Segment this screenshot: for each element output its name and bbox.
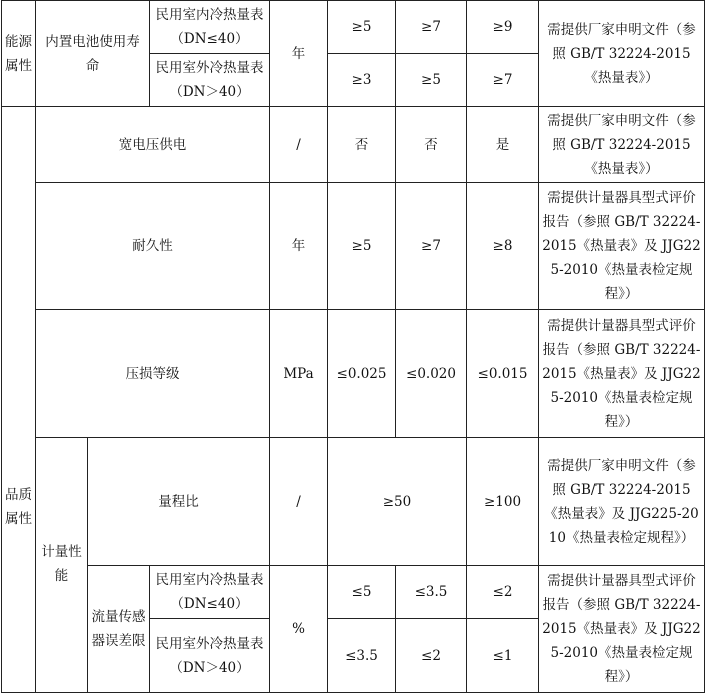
value-cell: ≤0.020 xyxy=(396,310,467,438)
value-cell: ≤3.5 xyxy=(328,619,396,693)
unit-cell: MPa xyxy=(270,310,328,438)
value-cell: ≤3.5 xyxy=(396,566,467,619)
metering-group: 计量性能 xyxy=(36,438,88,693)
value-cell: ≤0.015 xyxy=(467,310,539,438)
sub-outdoor: 民用室外冷热量表（DN＞40） xyxy=(150,619,270,693)
spec-table xyxy=(1,0,705,693)
value-cell: ≥100 xyxy=(467,438,539,566)
value-cell: ≥3 xyxy=(328,54,396,107)
unit-cell: / xyxy=(270,438,328,566)
value-cell: ≥5 xyxy=(396,54,467,107)
wide-voltage-item: 宽电压供电 xyxy=(36,107,270,183)
flow-error-item: 流量传感器误差限 xyxy=(88,566,150,693)
table-row xyxy=(2,438,705,566)
battery-life-item: 内置电池使用寿命 xyxy=(36,1,150,107)
value-cell: ≤2 xyxy=(467,566,539,619)
unit-cell: 年 xyxy=(270,183,328,310)
note-cell: 需提供计量器具型式评价报告（参照 GB/T 32224-2015《热量表》及 JJG225-2010《热量表检定规程》） xyxy=(539,310,705,438)
unit-cell: % xyxy=(270,566,328,693)
value-cell: ≤0.025 xyxy=(328,310,396,438)
unit-cell: 年 xyxy=(270,1,328,107)
durability-item: 耐久性 xyxy=(36,183,270,310)
value-cell-merged: ≥50 xyxy=(328,438,467,566)
value-cell: 否 xyxy=(328,107,396,183)
value-cell: ≥5 xyxy=(328,183,396,310)
value-cell: 否 xyxy=(396,107,467,183)
category-quality: 品质属性 xyxy=(2,107,36,693)
value-cell: ≤5 xyxy=(328,566,396,619)
note-cell: 需提供厂家申明文件（参照 GB/T 32224-2015《热量表》） xyxy=(539,1,705,107)
value-cell: ≥9 xyxy=(467,1,539,54)
table-row xyxy=(2,566,705,619)
value-cell: ≥7 xyxy=(396,183,467,310)
note-cell: 需提供厂家申明文件（参照 GB/T 32224-2015《热量表》及 JJG225-2010《热量表检定规程》） xyxy=(539,438,705,566)
table-row xyxy=(2,183,705,310)
value-cell: ≥7 xyxy=(396,1,467,54)
value-cell: ≥8 xyxy=(467,183,539,310)
value-cell: 是 xyxy=(467,107,539,183)
range-ratio-item: 量程比 xyxy=(88,438,270,566)
value-cell: ≥7 xyxy=(467,54,539,107)
value-cell: ≤1 xyxy=(467,619,539,693)
sub-indoor: 民用室内冷热量表（DN≤40） xyxy=(150,1,270,54)
note-cell: 需提供计量器具型式评价报告（参照 GB/T 32224-2015《热量表》及 JJG225-2010《热量表检定规程》） xyxy=(539,566,705,693)
category-energy: 能源属性 xyxy=(2,1,36,107)
note-cell: 需提供厂家申明文件（参照 GB/T 32224-2015《热量表》） xyxy=(539,107,705,183)
table-row xyxy=(2,310,705,438)
value-cell: ≥5 xyxy=(328,1,396,54)
table-row xyxy=(2,107,705,183)
unit-cell: / xyxy=(270,107,328,183)
sub-outdoor: 民用室外冷热量表（DN＞40） xyxy=(150,54,270,107)
pressure-loss-item: 压损等级 xyxy=(36,310,270,438)
value-cell: ≤2 xyxy=(396,619,467,693)
sub-indoor: 民用室内冷热量表（DN≤40） xyxy=(150,566,270,619)
note-cell: 需提供计量器具型式评价报告（参照 GB/T 32224-2015《热量表》及 JJG225-2010《热量表检定规程》） xyxy=(539,183,705,310)
table-row xyxy=(2,1,705,54)
